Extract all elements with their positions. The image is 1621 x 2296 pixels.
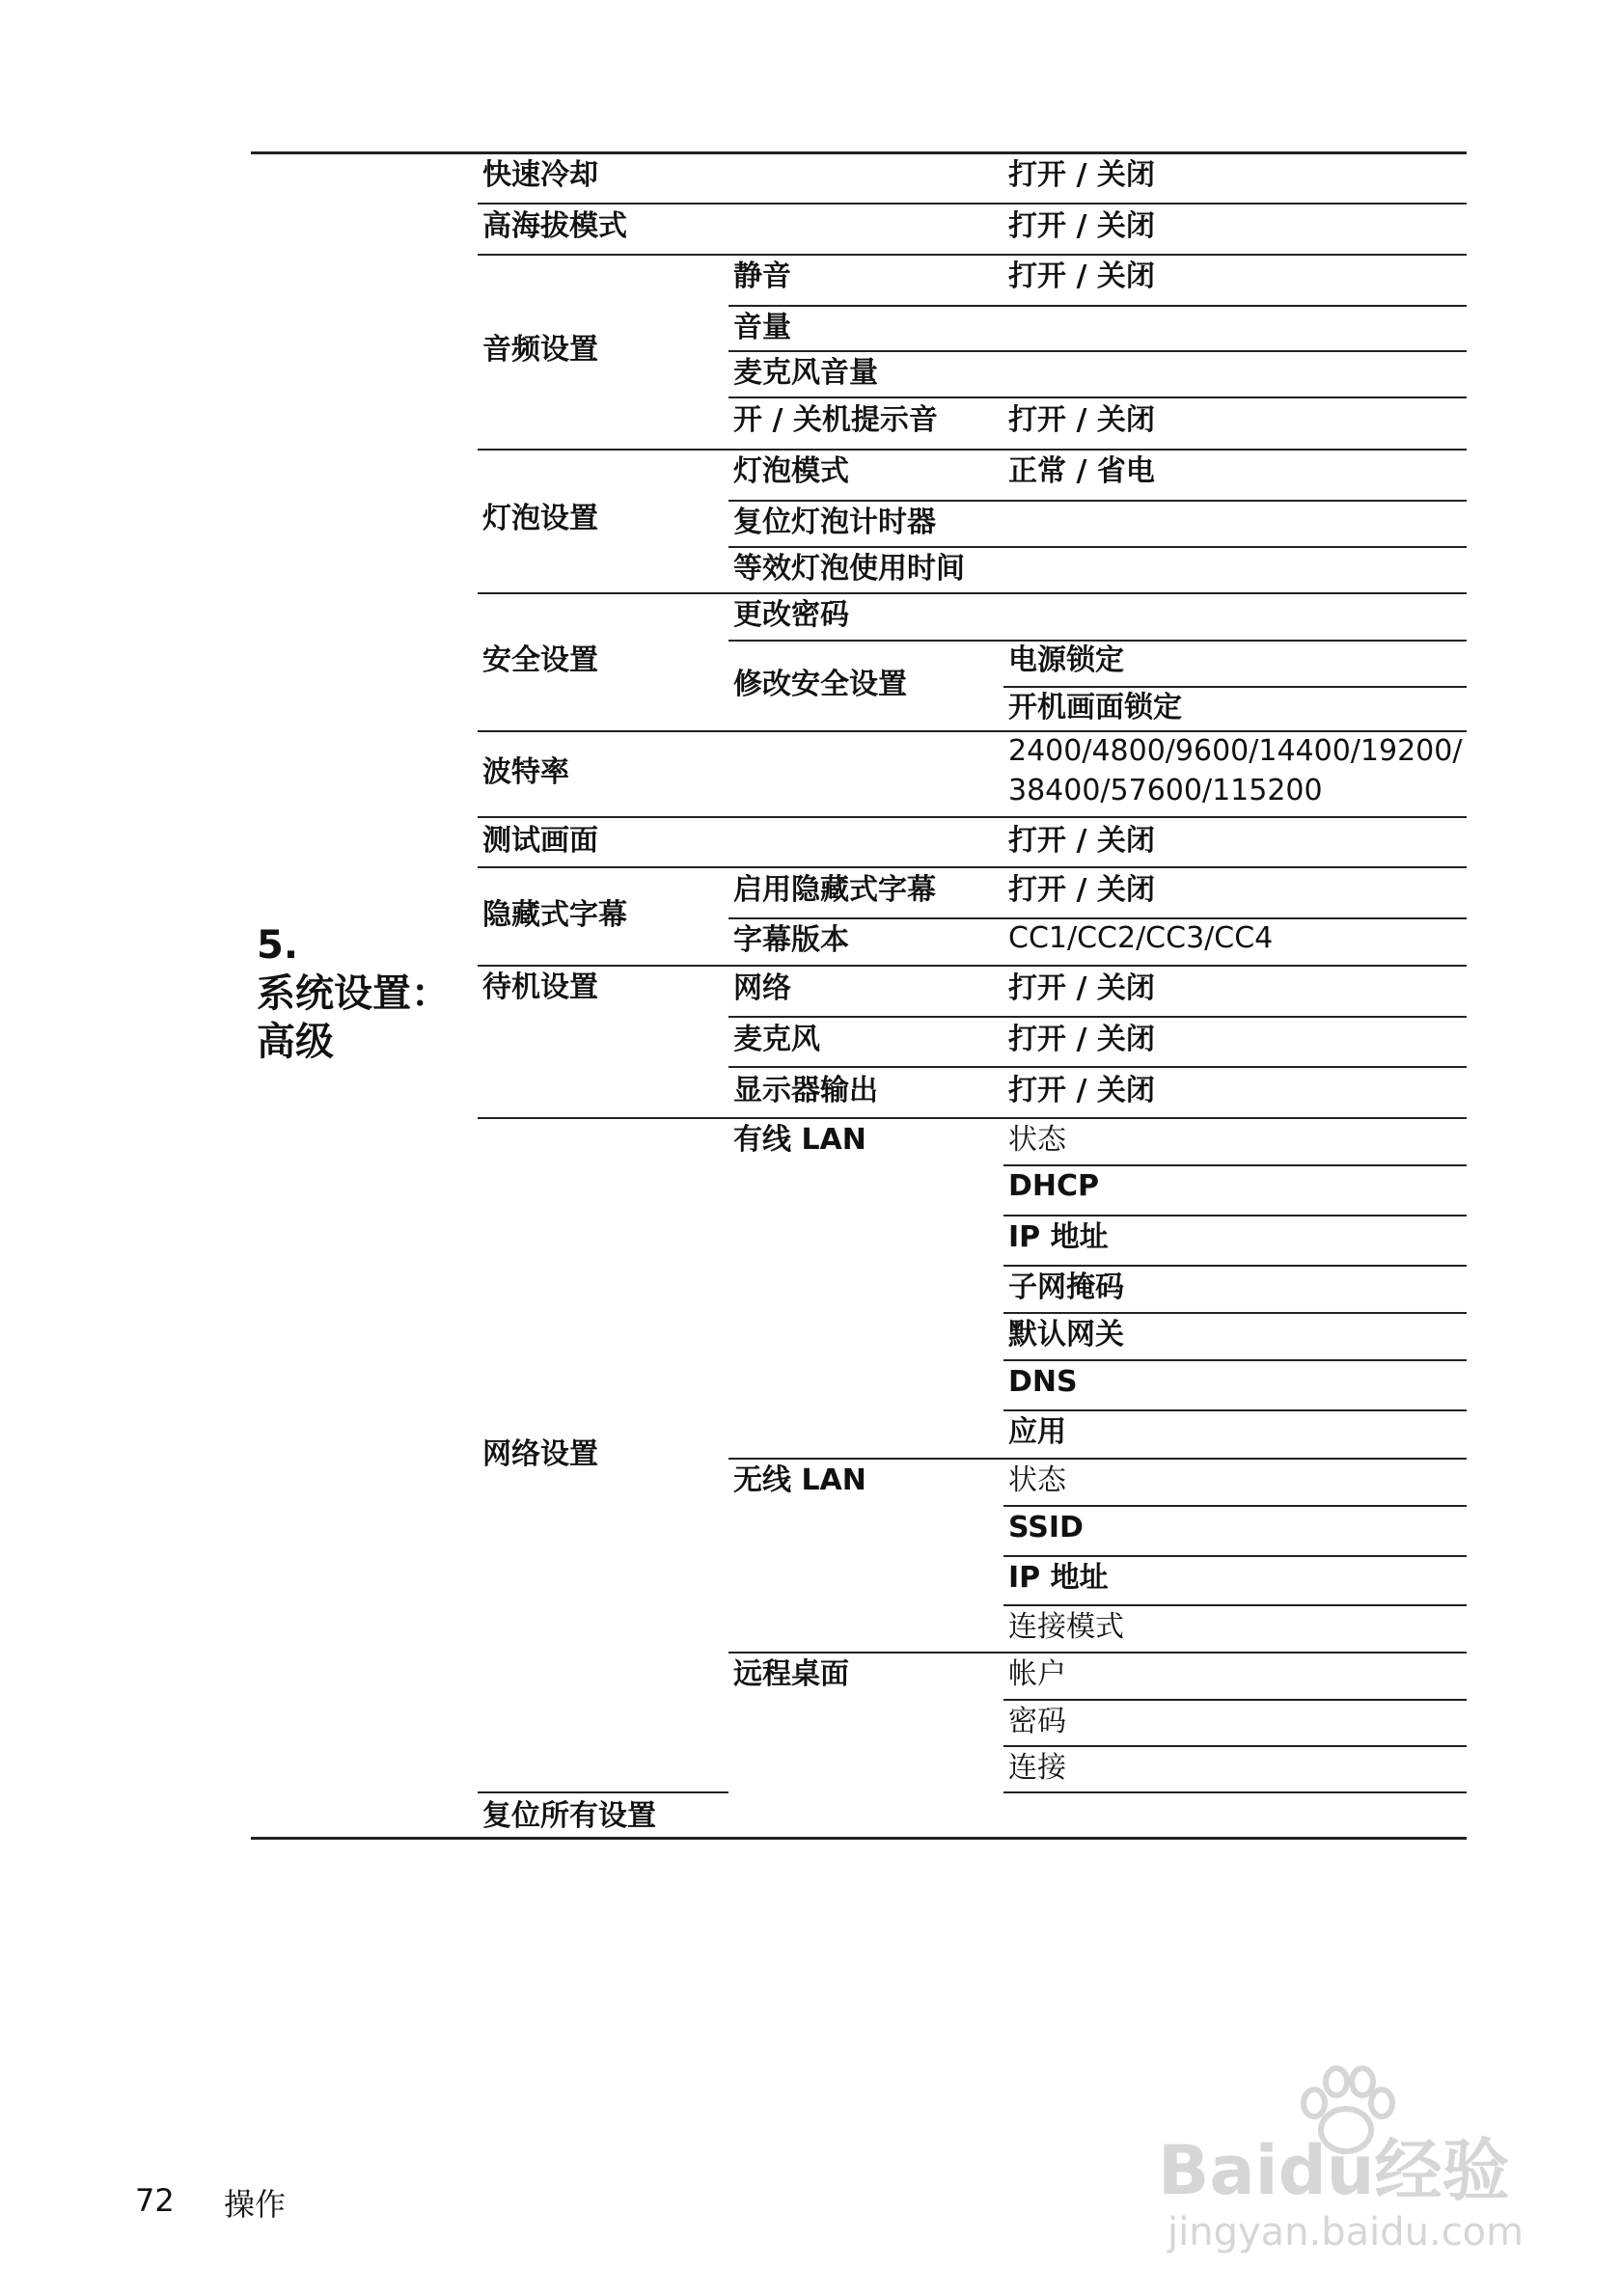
table-top-rule <box>251 151 1467 154</box>
high-alt-value: 打开 / 关闭 <box>1008 209 1155 243</box>
cc-version: 字幕版本 <box>733 923 849 957</box>
rule <box>728 396 1467 398</box>
menu-reset-all: 复位所有设置 <box>482 1799 656 1833</box>
cc-enable-value: 打开 / 关闭 <box>1008 873 1155 907</box>
standby-mic: 麦克风 <box>733 1023 820 1056</box>
lamp-equivalent-hours: 等效灯泡使用时间 <box>733 552 965 586</box>
menu-baud-rate: 波特率 <box>482 755 569 789</box>
rule <box>1003 1555 1467 1557</box>
rule <box>728 500 1467 502</box>
page-number: 72 <box>135 2182 175 2219</box>
rule <box>478 449 1467 451</box>
standby-mic-value: 打开 / 关闭 <box>1008 1023 1155 1056</box>
wired-apply: 应用 <box>1008 1415 1066 1449</box>
rule <box>728 1652 1467 1654</box>
lamp-mode: 灯泡模式 <box>733 454 849 488</box>
cc-enable: 启用隐藏式字幕 <box>733 873 936 907</box>
rule <box>1003 1312 1467 1314</box>
remote-account: 帐户 <box>1008 1657 1066 1691</box>
watermark-brand: Baidu经验 <box>1158 2131 1510 2210</box>
quick-cool-value: 打开 / 关闭 <box>1008 158 1155 192</box>
section-title-line1: 系统设置： <box>257 971 450 1016</box>
wired-ip: IP 地址 <box>1008 1220 1109 1254</box>
rule <box>728 305 1467 307</box>
rule <box>1003 1359 1467 1361</box>
menu-security-settings: 安全设置 <box>482 643 598 677</box>
rule <box>1003 1604 1467 1606</box>
remote-password: 密码 <box>1008 1705 1066 1738</box>
test-pattern-value: 打开 / 关闭 <box>1008 824 1155 858</box>
rule <box>1003 1745 1467 1747</box>
network-remote-desktop: 远程桌面 <box>733 1657 849 1691</box>
menu-lamp-settings: 灯泡设置 <box>482 502 598 535</box>
baud-value-line2: 38400/57600/115200 <box>1008 774 1323 807</box>
audio-mute: 静音 <box>733 260 791 293</box>
audio-power-tone-value: 打开 / 关闭 <box>1008 403 1155 437</box>
rule <box>478 866 1467 868</box>
rule <box>1003 1265 1467 1267</box>
rule <box>728 1458 1467 1460</box>
wireless-status: 状态 <box>1008 1463 1066 1497</box>
table-bottom-rule <box>251 1837 1467 1840</box>
wired-dhcp: DHCP <box>1008 1169 1100 1203</box>
rule <box>1003 1505 1467 1507</box>
security-modify: 修改安全设置 <box>733 668 907 701</box>
menu-standby-settings: 待机设置 <box>482 970 598 1004</box>
rule <box>478 816 1467 818</box>
rule <box>478 730 1467 732</box>
rule <box>1003 1164 1467 1166</box>
rule <box>478 592 1467 594</box>
audio-mic-volume: 麦克风音量 <box>733 356 878 390</box>
menu-test-pattern: 测试画面 <box>482 824 598 858</box>
lamp-reset-timer: 复位灯泡计时器 <box>733 506 936 539</box>
baud-value-line1: 2400/4800/9600/14400/19200/ <box>1008 734 1463 768</box>
rule <box>728 350 1467 352</box>
standby-monitor-out: 显示器输出 <box>733 1074 878 1107</box>
rule <box>728 1066 1467 1068</box>
network-wireless-lan: 无线 LAN <box>733 1463 866 1497</box>
security-change-password: 更改密码 <box>733 598 849 632</box>
section-number: 5. <box>257 923 299 968</box>
rule <box>1003 1409 1467 1411</box>
menu-network-settings: 网络设置 <box>482 1437 598 1471</box>
rule <box>478 965 1467 967</box>
audio-power-tone: 开 / 关机提示音 <box>733 403 938 437</box>
rule <box>478 1791 728 1793</box>
lamp-mode-value: 正常 / 省电 <box>1008 454 1155 488</box>
wired-subnet: 子网掩码 <box>1008 1271 1124 1304</box>
standby-network: 网络 <box>733 971 791 1005</box>
wireless-connect-mode: 连接模式 <box>1008 1610 1124 1644</box>
rule <box>728 917 1467 919</box>
cc-version-value: CC1/CC2/CC3/CC4 <box>1008 921 1274 955</box>
remote-connect: 连接 <box>1008 1751 1066 1785</box>
rule <box>728 640 1467 642</box>
wireless-ssid: SSID <box>1008 1511 1084 1544</box>
wired-status: 状态 <box>1008 1123 1066 1157</box>
menu-quick-cool: 快速冷却 <box>482 158 598 192</box>
rule <box>1003 1699 1467 1701</box>
rule <box>728 1016 1467 1018</box>
rule <box>1003 1791 1467 1793</box>
security-power-lock: 电源锁定 <box>1008 643 1124 677</box>
wired-dns: DNS <box>1008 1365 1078 1399</box>
standby-monitor-out-value: 打开 / 关闭 <box>1008 1074 1155 1107</box>
rule <box>1003 1215 1467 1216</box>
watermark-url: jingyan.baidu.com <box>1168 2210 1525 2255</box>
standby-network-value: 打开 / 关闭 <box>1008 971 1155 1005</box>
watermark <box>1158 2064 1563 2257</box>
footer-section: 操作 <box>224 2186 287 2223</box>
menu-closed-caption: 隐藏式字幕 <box>482 898 627 932</box>
audio-mute-value: 打开 / 关闭 <box>1008 260 1155 293</box>
menu-audio-settings: 音频设置 <box>482 333 598 367</box>
security-splash-lock: 开机画面锁定 <box>1008 691 1182 724</box>
section-title-line2: 高级 <box>257 1020 334 1064</box>
rule <box>478 203 1467 205</box>
rule <box>1003 686 1467 688</box>
wired-gateway: 默认网关 <box>1008 1318 1124 1352</box>
wireless-ip: IP 地址 <box>1008 1561 1109 1595</box>
rule <box>478 254 1467 256</box>
rule <box>478 1117 1467 1119</box>
menu-high-altitude: 高海拔模式 <box>482 209 627 243</box>
rule <box>728 546 1467 548</box>
network-wired-lan: 有线 LAN <box>733 1123 866 1157</box>
audio-volume: 音量 <box>733 311 791 344</box>
